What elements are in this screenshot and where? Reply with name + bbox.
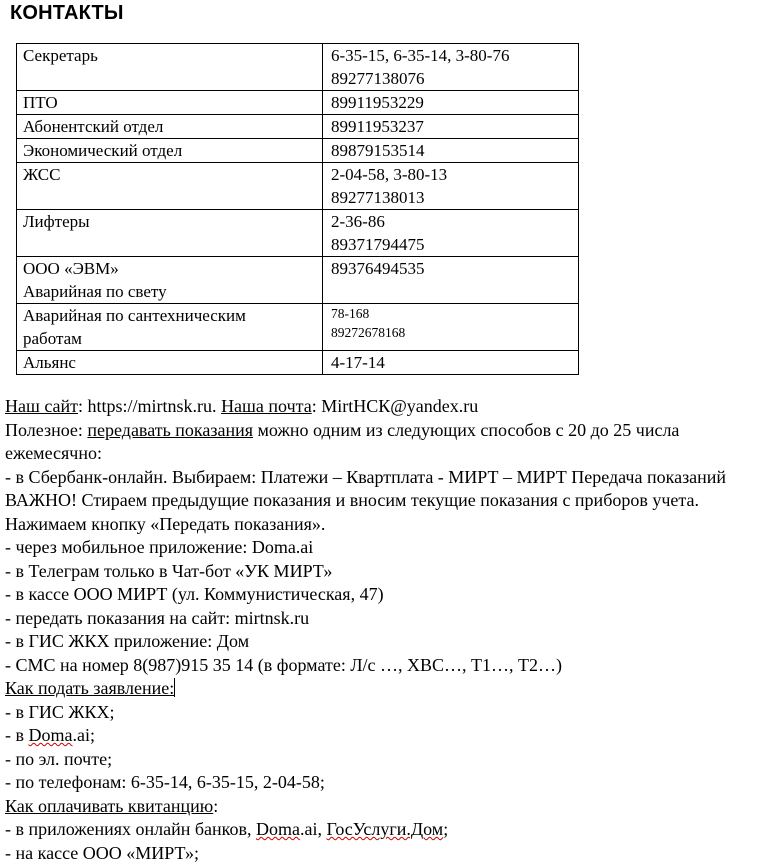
payment-heading-line: Как оплачивать квитанцию:: [5, 795, 219, 816]
method-sber: - в Сбербанк-онлайн. Выбираем: Платежи – Квартплата - МИРТ – МИРТ Передача показаний ВАЖНО! Стираем предыдущие показания и вносим текущие показания с приборов учета. Нажимаем кнопку «Передать показания».: [5, 466, 727, 534]
contact-name-line: Экономический отдел: [23, 141, 183, 160]
application-item: - в ГИС ЖКХ;: [5, 701, 115, 722]
contacts-table: [16, 43, 579, 375]
contact-phone-line: 4-17-14: [331, 353, 385, 372]
contact-row: [17, 163, 579, 210]
contact-phones: [323, 139, 579, 163]
site-line: [5, 395, 765, 419]
contact-name: [17, 91, 323, 115]
contact-name-line: Альянс: [23, 353, 76, 372]
contact-name-line: работам: [23, 329, 82, 348]
contact-row: [17, 351, 579, 375]
contact-phones: [323, 304, 579, 351]
contact-phone-line: 89911953237: [331, 117, 424, 136]
contact-name-line: ООО «ЭВМ»: [23, 259, 119, 278]
contact-name-line: ЖСС: [23, 165, 61, 184]
method-telegram: - в Телеграм только в Чат-бот «УК МИРТ»: [5, 560, 333, 581]
contact-name-line: ПТО: [23, 93, 58, 112]
contact-row: [17, 115, 579, 139]
contact-phone-line: 89277138013: [331, 188, 425, 207]
contact-phone-line: 89272678168: [331, 325, 406, 340]
contact-phones: [323, 351, 579, 375]
method-gis: - в ГИС ЖКХ приложение: Дом: [5, 631, 250, 651]
mail-value[interactable]: : MirtНСК@yandex.ru: [311, 396, 479, 416]
text-cursor: [174, 678, 175, 697]
payment-item: - на кассе ООО «МИРТ»;: [5, 842, 200, 863]
contact-phone-line: 89371794475: [331, 235, 425, 254]
contact-name: [17, 44, 323, 91]
useful-line: [5, 419, 765, 466]
site-label: Наш сайт: [5, 396, 79, 416]
contact-row: [17, 210, 579, 257]
contact-phone-line: 89879153514: [331, 141, 425, 160]
contact-name-line: Лифтеры: [23, 212, 90, 231]
contact-phones: [323, 257, 579, 304]
info-text: [5, 395, 765, 865]
contact-name: [17, 351, 323, 375]
contact-phone-line: 2-04-58, 3-80-13: [331, 165, 448, 184]
contact-phone-line: 89277138076: [331, 69, 425, 88]
useful-prefix: Полезное:: [5, 419, 88, 440]
contact-row: [17, 91, 579, 115]
contact-phones: [323, 44, 579, 91]
method-app: - через мобильное приложение: Doma.ai: [5, 537, 314, 557]
contact-name: [17, 257, 323, 304]
contact-name: [17, 139, 323, 163]
application-heading: Как подать заявление:: [5, 678, 175, 698]
page-title: КОНТАКТЫ: [10, 2, 124, 24]
method-sms: - СМС на номер 8(987)915 35 14 (в формате: Л/с …, ХВС…, Т1…, Т2…): [5, 654, 563, 675]
contact-row: [17, 44, 579, 91]
payment-item: - в приложениях онлайн банков, Doma.ai, ГосУслуги.Дом;: [5, 819, 449, 839]
contact-phones: [323, 163, 579, 210]
contact-phone-line: 6-35-15, 6-35-14, 3-80-76: [331, 46, 510, 65]
useful-link[interactable]: передавать показания: [87, 419, 254, 440]
contact-name: [17, 115, 323, 139]
contact-name-line: Секретарь: [23, 46, 98, 65]
application-item: - по эл. почте;: [5, 748, 113, 769]
application-item: - по телефонам: 6-35-14, 6-35-15, 2-04-58;: [5, 772, 325, 792]
site-value[interactable]: : https://mirtnsk.ru.: [78, 396, 222, 416]
contact-phones: [323, 115, 579, 139]
contact-name-line: Аварийная по свету: [23, 282, 167, 301]
contact-row: [17, 304, 579, 351]
contact-name: [17, 304, 323, 351]
payment-heading: Как оплачивать квитанцию: [5, 795, 214, 816]
application-heading-line: [5, 677, 765, 701]
useful-rest: можно одним из следующих способов с 20 до 25 числа ежемесячно:: [5, 419, 680, 463]
contact-phone-line: 89911953229: [331, 93, 424, 112]
contact-row: [17, 139, 579, 163]
method-cashdesk: - в кассе ООО МИРТ (ул. Коммунистическая, 47): [5, 584, 384, 604]
contact-phones: [323, 210, 579, 257]
contact-name-line: Аварийная по сантехническим: [23, 306, 246, 325]
contact-phone-line: 78-168: [331, 306, 370, 321]
application-item: - в Doma.ai;: [5, 725, 95, 745]
contact-phone-line: 2-36-86: [331, 212, 385, 231]
contact-name-line: Абонентский отдел: [23, 117, 164, 136]
mail-label: Наша почта: [221, 396, 312, 416]
contact-name: [17, 163, 323, 210]
method-site: - передать показания на сайт: mirtnsk.ru: [5, 607, 310, 628]
contact-phones: [323, 91, 579, 115]
contact-name: [17, 210, 323, 257]
contact-phone-line: 89376494535: [331, 259, 425, 278]
contact-row: [17, 257, 579, 304]
